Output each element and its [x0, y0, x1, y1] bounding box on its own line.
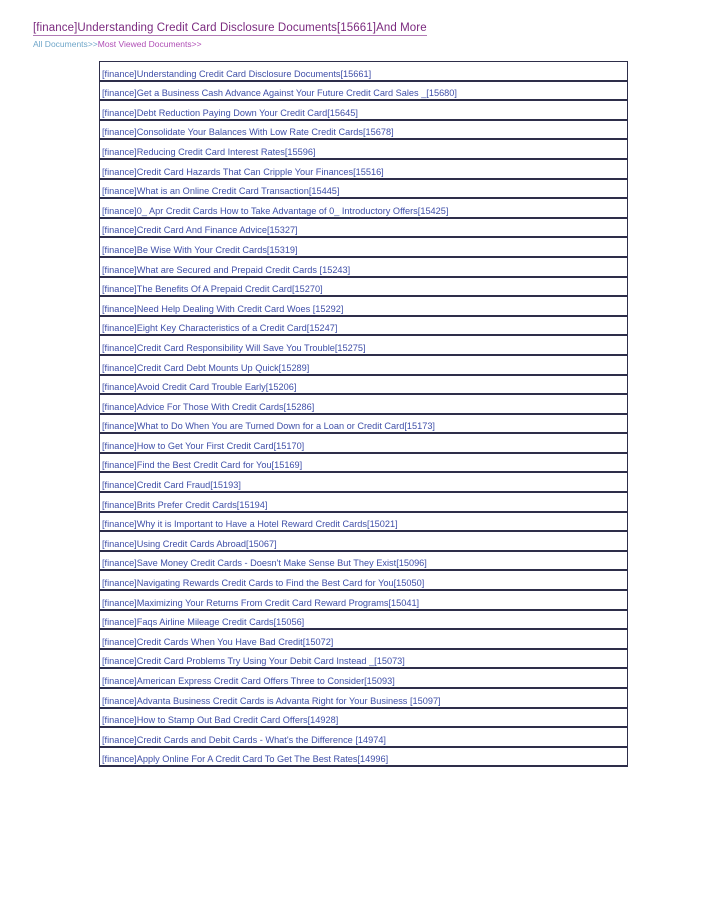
- breadcrumb-all-documents-link[interactable]: All Documents: [33, 39, 88, 49]
- table-row: [100, 472, 628, 492]
- table-cell: [100, 747, 628, 767]
- document-link[interactable]: [finance]0_ Apr Credit Cards How to Take Advantage of 0_ Introductory Offers[15425]: [102, 205, 449, 216]
- table-cell: [100, 237, 628, 257]
- table-row: [100, 335, 628, 355]
- table-row: [100, 433, 628, 453]
- document-link[interactable]: [finance]How to Stamp Out Bad Credit Card Offers[14928]: [102, 715, 339, 726]
- document-link[interactable]: [finance]Advanta Business Credit Cards is Advanta Right for Your Business [15097]: [102, 695, 441, 706]
- table-cell: [100, 551, 628, 571]
- document-list-body: [100, 62, 628, 767]
- document-link[interactable]: [finance]Credit Card Fraud[15193]: [102, 480, 241, 491]
- table-row: [100, 590, 628, 610]
- table-row: [100, 570, 628, 590]
- table-cell: [100, 218, 628, 238]
- table-row: [100, 512, 628, 532]
- table-row: [100, 316, 628, 336]
- breadcrumb-separator: >>: [87, 39, 98, 49]
- document-link[interactable]: [finance]Maximizing Your Returns From Credit Card Reward Programs[15041]: [102, 597, 420, 608]
- document-link[interactable]: [finance]Consolidate Your Balances With Low Rate Credit Cards[15678]: [102, 127, 394, 138]
- table-row: [100, 375, 628, 395]
- table-row: [100, 414, 628, 434]
- table-row: [100, 747, 628, 767]
- document-link[interactable]: [finance]Credit Cards and Debit Cards - What's the Difference [14974]: [102, 734, 386, 745]
- table-row: [100, 296, 628, 316]
- table-row: [100, 727, 628, 747]
- table-row: [100, 62, 628, 81]
- document-link[interactable]: [finance]Advice For Those With Credit Cards[15286]: [102, 401, 315, 412]
- table-row: [100, 629, 628, 649]
- table-cell: [100, 198, 628, 218]
- table-cell: [100, 120, 628, 140]
- document-link[interactable]: [finance]Credit Card And Finance Advice[15327]: [102, 225, 298, 236]
- table-cell: [100, 277, 628, 297]
- table-cell: [100, 570, 628, 590]
- table-cell: [100, 512, 628, 532]
- document-link[interactable]: [finance]Navigating Rewards Credit Cards to Find the Best Card for You[15050]: [102, 578, 425, 589]
- document-link[interactable]: [finance]Faqs Airline Mileage Credit Cards[15056]: [102, 617, 305, 628]
- table-cell: [100, 335, 628, 355]
- table-cell: [100, 159, 628, 179]
- table-cell: [100, 472, 628, 492]
- table-cell: [100, 727, 628, 747]
- table-cell: [100, 688, 628, 708]
- document-link[interactable]: [finance]What to Do When You are Turned Down for a Loan or Credit Card[15173]: [102, 421, 435, 432]
- breadcrumb-most-viewed-link[interactable]: Most Viewed Documents: [97, 39, 192, 49]
- table-cell: [100, 492, 628, 512]
- document-link[interactable]: [finance]American Express Credit Card Offers Three to Consider[15093]: [102, 676, 395, 686]
- document-link[interactable]: [finance]Be Wise With Your Credit Cards[15319]: [102, 244, 298, 255]
- table-row: [100, 81, 628, 101]
- document-link[interactable]: [finance]The Benefits Of A Prepaid Credit Card[15270]: [102, 284, 323, 295]
- document-link[interactable]: [finance]Get a Business Cash Advance Against Your Future Credit Card Sales _[15680]: [102, 88, 457, 99]
- table-row: [100, 531, 628, 551]
- table-cell: [100, 629, 628, 649]
- table-cell: [100, 394, 628, 414]
- document-link[interactable]: [finance]Debt Reduction Paying Down Your Credit Card[15645]: [102, 107, 358, 118]
- breadcrumb-trailing-separator: >>: [191, 39, 202, 49]
- table-cell: [100, 414, 628, 434]
- table-row: [100, 708, 628, 728]
- table-row: [100, 394, 628, 414]
- table-cell: [100, 610, 628, 630]
- table-cell: [100, 708, 628, 728]
- document-link[interactable]: [finance]What is an Online Credit Card Transaction[15445]: [102, 186, 340, 197]
- table-cell: [100, 100, 628, 120]
- table-cell: [100, 316, 628, 336]
- table-cell: [100, 668, 628, 688]
- table-cell: [100, 531, 628, 551]
- document-list-table: [99, 61, 628, 767]
- document-link[interactable]: [finance]Eight Key Characteristics of a Credit Card[15247]: [102, 323, 338, 334]
- table-row: [100, 610, 628, 630]
- table-row: [100, 649, 628, 669]
- table-cell: [100, 81, 628, 101]
- document-link[interactable]: [finance]Credit Card Problems Try Using Your Debit Card Instead _[15073]: [102, 656, 405, 667]
- table-row: [100, 179, 628, 199]
- document-link[interactable]: [finance]Credit Card Responsibility Will Save You Trouble[15275]: [102, 342, 366, 353]
- document-link[interactable]: [finance]How to Get Your First Credit Card[15170]: [102, 440, 305, 451]
- document-link[interactable]: [finance]Need Help Dealing With Credit Card Woes [15292]: [102, 303, 344, 314]
- document-link[interactable]: [finance]Credit Card Hazards That Can Cripple Your Finances[15516]: [102, 166, 384, 177]
- table-cell: [100, 649, 628, 669]
- document-link[interactable]: [finance]Credit Cards When You Have Bad Credit[15072]: [102, 636, 334, 647]
- table-cell: [100, 433, 628, 453]
- table-row: [100, 120, 628, 140]
- table-cell: [100, 62, 628, 81]
- table-cell: [100, 375, 628, 395]
- table-cell: [100, 179, 628, 199]
- document-link[interactable]: [finance]Brits Prefer Credit Cards[15194]: [102, 499, 268, 510]
- table-row: [100, 277, 628, 297]
- table-row: [100, 139, 628, 159]
- document-link[interactable]: [finance]Using Credit Cards Abroad[15067]: [102, 538, 277, 549]
- document-link[interactable]: [finance]Understanding Credit Card Disclosure Documents[15661]: [102, 68, 372, 79]
- table-cell: [100, 296, 628, 316]
- page-title: [finance]Understanding Credit Card Disclosure Documents[15661]And More: [33, 22, 427, 34]
- table-row: [100, 257, 628, 277]
- table-row: [100, 159, 628, 179]
- table-cell: [100, 590, 628, 610]
- table-cell: [100, 453, 628, 473]
- table-row: [100, 668, 628, 688]
- document-link[interactable]: [finance]Save Money Credit Cards - Doesn't Make Sense But They Exist[15096]: [102, 558, 427, 569]
- table-cell: [100, 139, 628, 159]
- table-row: [100, 218, 628, 238]
- table-row: [100, 492, 628, 512]
- table-row: [100, 688, 628, 708]
- table-row: [100, 237, 628, 257]
- table-row: [100, 100, 628, 120]
- breadcrumb: [33, 39, 202, 49]
- document-link[interactable]: [finance]Why it is Important to Have a Hotel Reward Credit Cards[15021]: [102, 519, 398, 530]
- table-row: [100, 453, 628, 473]
- table-cell: [100, 257, 628, 277]
- document-link[interactable]: [finance]Reducing Credit Card Interest Rates[15596]: [102, 146, 316, 157]
- document-link[interactable]: [finance]What are Secured and Prepaid Credit Cards [15243]: [102, 264, 351, 275]
- document-link[interactable]: [finance]Credit Card Debt Mounts Up Quick[15289]: [102, 362, 310, 373]
- table-row: [100, 551, 628, 571]
- document-link[interactable]: [finance]Avoid Credit Card Trouble Early[15206]: [102, 382, 297, 393]
- table-row: [100, 355, 628, 375]
- table-cell: [100, 355, 628, 375]
- document-link[interactable]: [finance]Apply Online For A Credit Card To Get The Best Rates[14996]: [102, 754, 389, 765]
- table-row: [100, 198, 628, 218]
- document-link[interactable]: [finance]Find the Best Credit Card for You[15169]: [102, 460, 303, 471]
